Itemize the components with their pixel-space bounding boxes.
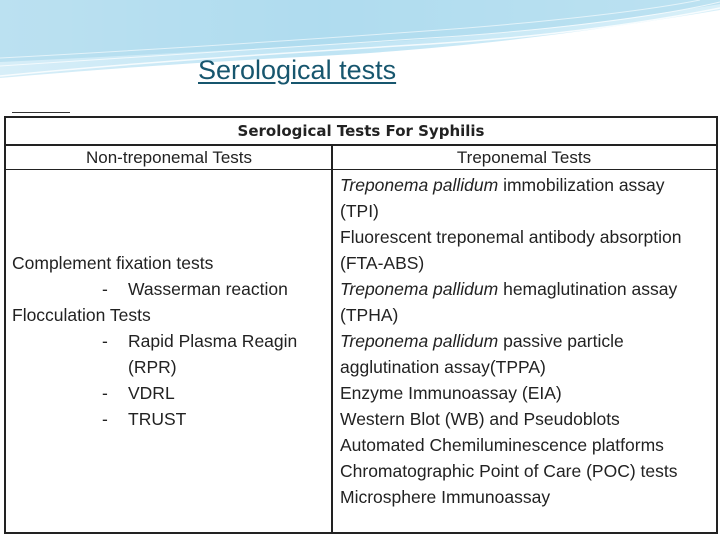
column-divider bbox=[331, 146, 333, 532]
right-item-tppa bbox=[340, 328, 624, 354]
left-item-dash: - bbox=[102, 383, 108, 403]
organism-name: Treponema pallidum bbox=[340, 279, 499, 299]
right-item-tppa-cont: agglutination assay(TPPA) bbox=[340, 357, 546, 377]
divider-line bbox=[12, 112, 70, 113]
right-item-tpha bbox=[340, 276, 677, 302]
left-item-complement-fixation: Complement fixation tests bbox=[12, 253, 214, 273]
left-item-dash: - bbox=[102, 409, 108, 429]
organism-name: Treponema pallidum bbox=[340, 331, 499, 351]
left-item-dash: - bbox=[102, 331, 108, 351]
assay-name: passive particle bbox=[498, 331, 624, 351]
left-item-rpr-abbr: (RPR) bbox=[128, 357, 177, 377]
assay-name: immobilization assay bbox=[498, 175, 665, 195]
right-item-chemiluminescence: Automated Chemiluminescence platforms bbox=[340, 435, 664, 455]
assay-name: hemaglutination assay bbox=[498, 279, 678, 299]
right-item-fta-abbr: (FTA-ABS) bbox=[340, 253, 425, 273]
left-item-trust: TRUST bbox=[128, 409, 187, 429]
left-item-wasserman: Wasserman reaction bbox=[128, 279, 288, 299]
left-item-dash: - bbox=[102, 279, 108, 299]
right-item-poc: Chromatographic Point of Care (POC) tests bbox=[340, 461, 678, 481]
right-item-tpi bbox=[340, 172, 665, 198]
organism-name: Treponema pallidum bbox=[340, 175, 499, 195]
left-column-header: Non-treponemal Tests bbox=[6, 146, 332, 170]
right-item-fta: Fluorescent treponemal antibody absorption bbox=[340, 227, 682, 247]
right-column-header: Treponemal Tests bbox=[332, 146, 716, 170]
right-item-western-blot: Western Blot (WB) and Pseudoblots bbox=[340, 409, 620, 429]
right-item-microsphere: Microsphere Immunoassay bbox=[340, 487, 551, 507]
left-item-flocculation: Flocculation Tests bbox=[12, 305, 151, 325]
right-item-eia: Enzyme Immunoassay (EIA) bbox=[340, 383, 562, 403]
left-item-rpr: Rapid Plasma Reagin bbox=[128, 331, 298, 351]
left-item-vdrl: VDRL bbox=[128, 383, 175, 403]
slide-title: Serological tests bbox=[198, 55, 397, 85]
table-heading: Serological Tests For Syphilis bbox=[6, 118, 716, 146]
serological-tests-table bbox=[4, 116, 718, 534]
right-item-tpha-abbr: (TPHA) bbox=[340, 305, 399, 325]
right-item-tpi-abbr: (TPI) bbox=[340, 201, 379, 221]
